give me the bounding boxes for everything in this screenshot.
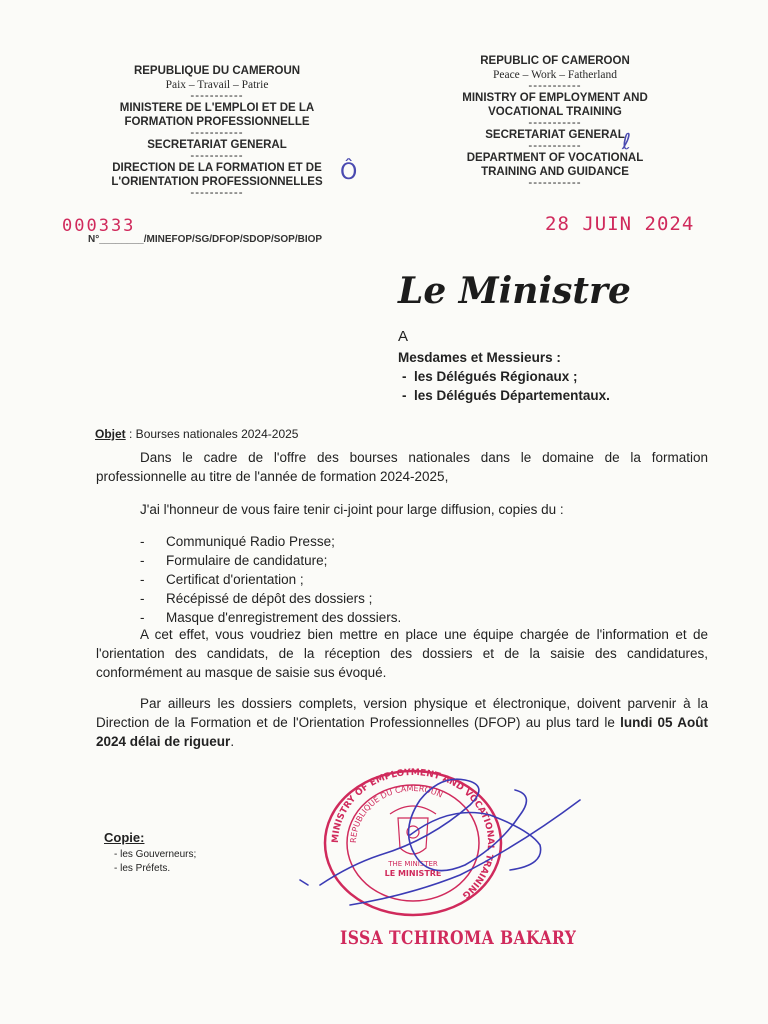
- separator: -----------: [528, 80, 582, 92]
- sender-title: Le Ministre: [398, 270, 631, 312]
- list-item: - Récépissé de dépôt des dossiers ;: [140, 589, 401, 608]
- ministry-en: MINISTRY OF EMPLOYMENT AND VOCATIONAL TRAINING: [462, 92, 648, 118]
- secretariat-fr: SECRETARIAT GENERAL: [147, 139, 287, 151]
- direction-fr: DIRECTION DE LA FORMATION ET DE L'ORIENTATION PROFESSIONNELLES: [111, 162, 323, 188]
- separator: -----------: [190, 90, 244, 102]
- header-french: [92, 64, 342, 198]
- body-paragraph: J'ai l'honneur de vous faire tenir ci-joint pour large diffusion, copies du :: [140, 502, 564, 517]
- ministry-fr: MINISTERE DE L'EMPLOI ET DE LA FORMATION PROFESSIONNELLE: [119, 102, 315, 128]
- list-item: - Formulaire de candidature;: [140, 551, 401, 570]
- list-item: - les Préfets.: [114, 863, 171, 874]
- salutation: Mesdames et Messieurs :: [398, 350, 561, 365]
- secretariat-en: SECRETARIAT GENERAL: [485, 129, 625, 141]
- addressee-to: A: [398, 328, 409, 345]
- addressee-block: [398, 348, 610, 405]
- copies-label: Copie:: [104, 830, 145, 845]
- subject-text: : Bourses nationales 2024-2025: [129, 427, 299, 441]
- separator: -----------: [528, 140, 582, 152]
- stamp-ring-text: MINISTRY OF EMPLOYMENT AND VOCATIONAL TRAINING: [330, 768, 496, 900]
- department-en: DEPARTMENT OF VOCATIONAL TRAINING AND GUIDANCE: [466, 152, 644, 178]
- copies-list: [114, 848, 196, 876]
- country-name-en: REPUBLIC OF CAMEROON: [480, 55, 630, 67]
- list-item: - Certificat d'orientation ;: [140, 570, 401, 589]
- addressee-item: - les Délégués Départementaux.: [402, 388, 610, 403]
- stamp-inner-text: REPUBLIQUE DU CAMEROUN: [348, 783, 445, 844]
- separator: -----------: [528, 117, 582, 129]
- stamp-center-text: LE MINISTRE: [384, 869, 442, 878]
- subject-line: [95, 427, 298, 441]
- reference-code: /MINEFOP/SG/DFOP/SDOP/SOP/BIOP: [143, 234, 323, 245]
- handwritten-annotation: ℓ: [622, 130, 632, 155]
- reference-line: [88, 234, 322, 245]
- body-paragraph-deadline: Par ailleurs les dossiers complets, version physique et électronique, doivent parvenir à la Direction de la Formation et de l'Orientation Professionnelles (DFOP) au plus tard le lundi 05 Août 2024 délai de rigueur.: [96, 696, 708, 749]
- separator: -----------: [528, 177, 582, 189]
- motto-en: Peace – Work – Fatherland: [492, 69, 618, 81]
- handwritten-signature: [290, 745, 590, 945]
- list-item: - Communiqué Radio Presse;: [140, 532, 401, 551]
- stamp-center-text-en: THE MINISTER: [388, 860, 438, 868]
- signatory-name: ISSA TCHIROMA BAKARY: [340, 927, 577, 949]
- date-stamp: 28 JUIN 2024: [545, 213, 695, 235]
- list-item: - les Gouverneurs;: [114, 849, 197, 860]
- reference-stamp-number: 000333: [62, 216, 136, 236]
- motto-fr: Paix – Travail – Patrie: [165, 79, 269, 91]
- handwritten-annotation: Ô: [340, 160, 358, 185]
- separator: -----------: [190, 127, 244, 139]
- reference-prefix: N°________: [88, 234, 144, 245]
- attachments-list: [140, 532, 401, 627]
- separator: -----------: [190, 150, 244, 162]
- body-paragraph: A cet effet, vous voudriez bien mettre en place une équipe chargée de l'information et de l'orientation des candidats, de la réception des dossiers et de la saisie des candidatures, conformément au masque de saisie sus évoqué.: [96, 627, 708, 680]
- addressee-item: - les Délégués Régionaux ;: [402, 369, 578, 384]
- separator: -----------: [190, 187, 244, 199]
- country-name-fr: REPUBLIQUE DU CAMEROUN: [133, 65, 301, 77]
- list-item: - Masque d'enregistrement des dossiers.: [140, 608, 401, 627]
- subject-label: Objet: [95, 427, 126, 441]
- header-english: [440, 54, 670, 188]
- body-paragraph: Dans le cadre de l'offre des bourses nationales dans le domaine de la formation professionnelle au titre de l'année de formation 2024-2025,: [96, 450, 708, 484]
